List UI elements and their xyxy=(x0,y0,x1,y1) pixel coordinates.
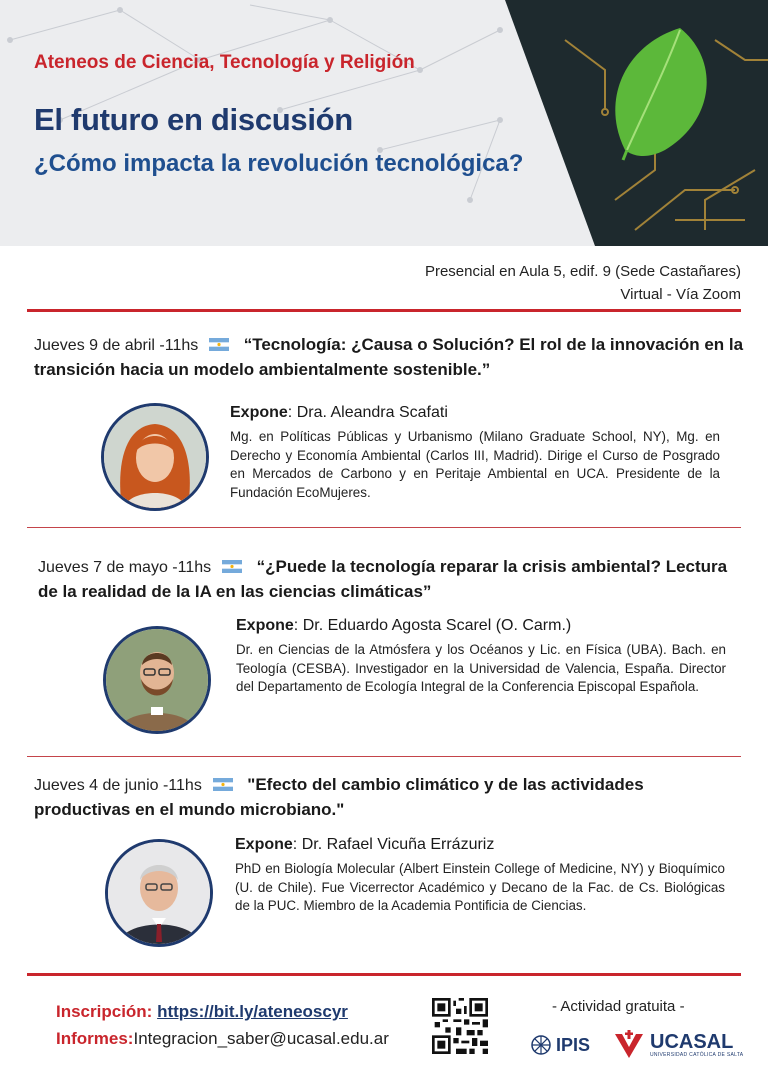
talk-title: “¿Puede la tecnología reparar la crisis ambiental? Lectura de la realidad de la IA en las ciencias climáticas” xyxy=(38,557,728,601)
speaker-name: : Dr. Rafael Vicuña Errázuriz xyxy=(292,836,495,853)
talk-3-heading xyxy=(34,773,744,822)
divider xyxy=(27,973,741,976)
footer-contact xyxy=(56,998,389,1052)
argentina-flag-icon xyxy=(209,338,229,351)
series-title: Ateneos de Ciencia, Tecnología y Religión xyxy=(34,52,415,73)
speaker-name: : Dra. Aleandra Scafati xyxy=(287,404,448,421)
qr-code-icon xyxy=(432,998,488,1054)
avatar xyxy=(103,626,211,734)
venue-virtual: Virtual - Vía Zoom xyxy=(620,286,741,303)
speaker-3 xyxy=(235,836,725,916)
ucasal-text: UCASAL xyxy=(650,1031,734,1053)
header-banner xyxy=(0,0,768,246)
speaker-2 xyxy=(236,617,726,697)
talk-date: Jueves 4 de junio -11hs xyxy=(34,777,202,794)
avatar xyxy=(101,403,209,511)
free-activity-note: - Actividad gratuita - xyxy=(552,998,685,1015)
talk-title: “Tecnología: ¿Causa o Solución? El rol de la innovación en la transición hacia un modelo ambientalmente sostenible.” xyxy=(34,335,744,379)
ucasal-subtext: UNIVERSIDAD CATÓLICA DE SALTA xyxy=(650,1052,744,1058)
page-subtitle: ¿Cómo impacta la revolución tecnológica? xyxy=(34,150,524,177)
speaker-label: Expone xyxy=(230,404,288,421)
ucasal-logo-icon xyxy=(614,1030,644,1060)
venue-onsite: Presencial en Aula 5, edif. 9 (Sede Castañares) xyxy=(424,263,741,280)
speaker-photo xyxy=(108,842,210,944)
speaker-label: Expone xyxy=(235,836,293,853)
venue-info xyxy=(425,260,741,306)
speaker-label: Expone xyxy=(236,617,294,634)
speaker-bio: Mg. en Políticas Públicas y Urbanismo (Milano Graduate School, NY), Mg. en Derecho y Economía Ambiental (Carlos III, Madrid). Dirige el Curso de Posgrado en Mercados de Carbono y en Peritaje Ambiental en UCA. Presidente de la Fundación EcoMujeres. xyxy=(230,429,720,500)
speaker-bio: Dr. en Ciencias de la Atmósfera y los Océanos y Lic. en Física (UBA). Bach. en Teología (CESBA). Investigador en la Universidad de Valencia, España. Director del Departamento de Ecología Integral de la Conferencia Episcopal Española. xyxy=(236,642,726,694)
ucasal-logo xyxy=(614,1030,743,1060)
speaker-bio: PhD en Biología Molecular (Albert Einstein College of Medicine, NY) y Bioquímico (U. de Chile). Fue Vicerrector Académico y Decano de la Fac. de Cs. Biológicas de la PUC. Miembro de la Academia Pontificia de Ciencias. xyxy=(235,861,725,913)
ipis-logo-icon xyxy=(530,1034,552,1056)
divider xyxy=(27,756,741,757)
talk-date: Jueves 7 de mayo -11hs xyxy=(38,559,212,576)
inscripcion-link[interactable]: https://bit.ly/ateneoscyr xyxy=(157,1002,348,1021)
talk-2-heading xyxy=(38,555,748,604)
talk-date: Jueves 9 de abril -11hs xyxy=(34,337,199,354)
speaker-1 xyxy=(230,404,720,502)
ipis-logo xyxy=(530,1034,590,1056)
speaker-name: : Dr. Eduardo Agosta Scarel (O. Carm.) xyxy=(293,617,572,634)
page-title: El futuro en discusión xyxy=(34,102,353,137)
talk-1-heading xyxy=(34,333,744,382)
informes-label: Informes: xyxy=(56,1029,134,1048)
argentina-flag-icon xyxy=(213,778,233,791)
ipis-text: IPIS xyxy=(556,1034,591,1055)
argentina-flag-icon xyxy=(222,560,242,573)
talk-title: "Efecto del cambio climático y de las actividades productivas en el mundo microbiano." xyxy=(34,775,644,819)
informes-email[interactable]: Integracion_saber@ucasal.edu.ar xyxy=(133,1029,389,1048)
speaker-photo xyxy=(104,406,206,508)
circuit-leaf-image xyxy=(505,0,768,246)
speaker-photo xyxy=(106,629,208,731)
avatar xyxy=(105,839,213,947)
divider xyxy=(27,309,741,312)
inscripcion-label: Inscripción: xyxy=(56,1002,153,1021)
divider xyxy=(27,527,741,528)
